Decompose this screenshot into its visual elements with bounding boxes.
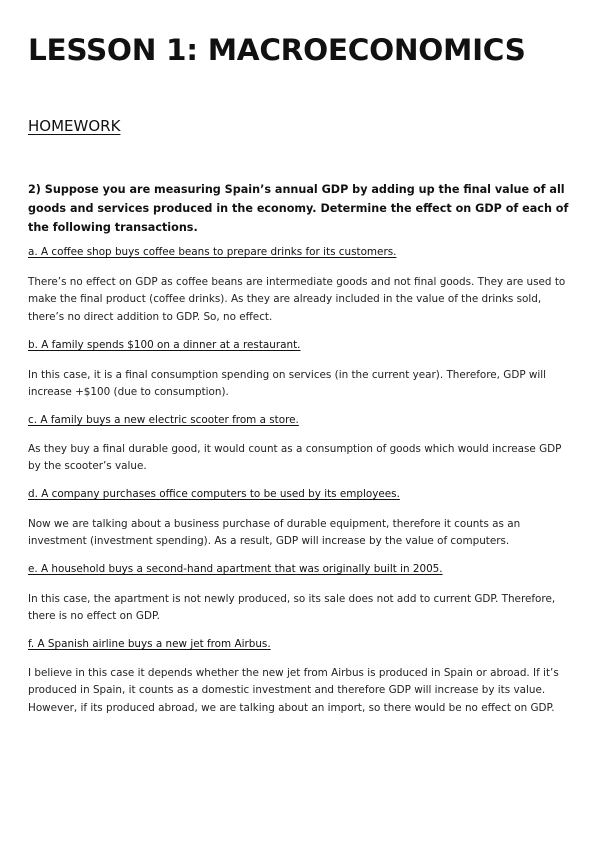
item-answer-a: There’s no effect on GDP as coffee beans are intermediate goods and not final goods. They are used to make the final product (coffee drinks). As they are already included in the value of the drinks sold, there’s no direct addition to GDP. So, no effect. — [28, 276, 566, 323]
question-text: 2) Suppose you are measuring Spain’s annual GDP by adding up the final value of all goods and services produced in the economy. Determine the effect on GDP of each of the following transactions. — [28, 183, 569, 234]
item-heading-e: e. A household buys a second-hand apartment that was originally built in 2005. — [28, 563, 443, 575]
item-heading-b: b. A family spends $100 on a dinner at a restaurant. — [28, 339, 301, 351]
item-answer-b: In this case, it is a final consumption spending on services (in the current year). Therefore, GDP will increase +$100 (due to consumption). — [28, 369, 547, 399]
item-heading-f: f. A Spanish airline buys a new jet from Airbus. — [28, 638, 271, 650]
item-heading-c: c. A family buys a new electric scooter from a store. — [28, 414, 299, 426]
item-answer-c: As they buy a final durable good, it would count as a consumption of goods which would increase GDP by the scooter’s value. — [28, 443, 562, 473]
page-title: LESSON 1: MACROECONOMICS — [28, 33, 526, 67]
item-answer-d: Now we are talking about a business purchase of durable equipment, therefore it counts as an investment (investment spending). As a result, GDP will increase by the value of computers. — [28, 518, 521, 548]
section-heading-homework: HOMEWORK — [28, 117, 121, 135]
item-answer-e: In this case, the apartment is not newly produced, so its sale does not add to current GDP. Therefore, there is no effect on GDP. — [28, 593, 556, 623]
item-answer-f: I believe in this case it depends whether the new jet from Airbus is produced in Spain or abroad. If it’s produced in Spain, it counts as a domestic investment and therefore GDP will increase by its value. However, if its produced abroad, we are talking about an import, so there would be no effect on GDP. — [28, 667, 559, 714]
item-heading-d: d. A company purchases office computers to be used by its employees. — [28, 488, 400, 500]
item-heading-a: a. A coffee shop buys coffee beans to prepare drinks for its customers. — [28, 246, 397, 258]
